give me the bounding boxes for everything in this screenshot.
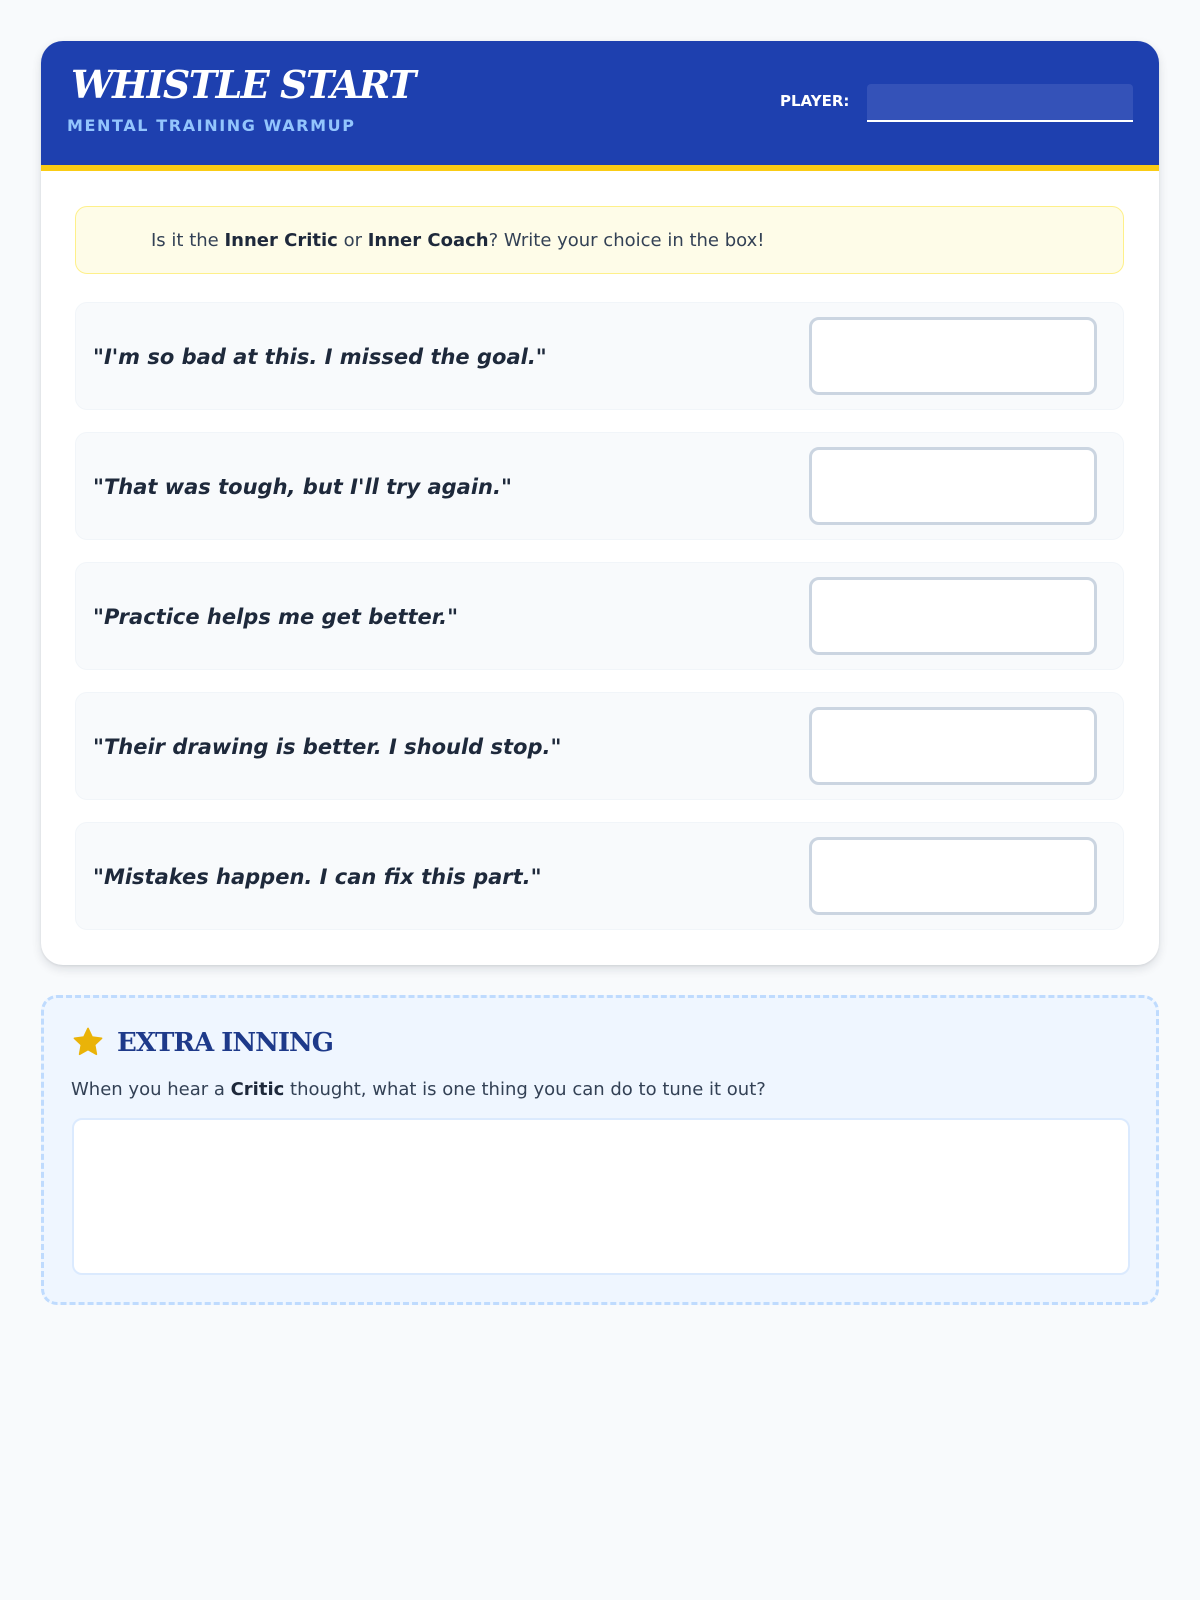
- statement-row: [75, 562, 1124, 670]
- statement-row: [75, 432, 1124, 540]
- instruction-text: [151, 230, 764, 252]
- extra-inning-answer[interactable]: [72, 1118, 1130, 1275]
- statement-text: "Their drawing is better. I should stop.": [93, 735, 562, 759]
- instruction-option-coach: Inner Coach: [367, 230, 489, 251]
- player-label: PLAYER:: [780, 92, 850, 110]
- extra-inning-panel: [41, 995, 1159, 1305]
- statement-text: "That was tough, but I'll try again.": [93, 475, 512, 499]
- extra-inning-question: [71, 1078, 766, 1102]
- instruction-suffix: ? Write your choice in the box!: [488, 230, 765, 251]
- statement-answer-box[interactable]: [809, 837, 1097, 915]
- statement-answer-box[interactable]: [809, 317, 1097, 395]
- statement-row: [75, 822, 1124, 930]
- statement-text: "Practice helps me get better.": [93, 605, 459, 629]
- question-prefix: When you hear a: [71, 1079, 231, 1100]
- instruction-prefix: Is it the: [151, 230, 225, 251]
- statement-answer-box[interactable]: [809, 707, 1097, 785]
- player-name-input[interactable]: [867, 84, 1133, 122]
- instruction-banner: [75, 206, 1124, 274]
- extra-inning-title: EXTRA INNING: [117, 1028, 333, 1058]
- worksheet-title: WHISTLE START: [71, 62, 415, 107]
- statement-text: "I'm so bad at this. I missed the goal.": [93, 345, 547, 369]
- instruction-middle: or: [337, 230, 368, 251]
- instruction-option-critic: Inner Critic: [224, 230, 338, 251]
- statement-answer-box[interactable]: [809, 577, 1097, 655]
- statement-answer-box[interactable]: [809, 447, 1097, 525]
- worksheet-card: [41, 41, 1159, 965]
- statement-row: [75, 302, 1124, 410]
- statement-row: [75, 692, 1124, 800]
- statement-text: "Mistakes happen. I can fix this part.": [93, 865, 542, 889]
- question-suffix: thought, what is one thing you can do to tune it out?: [284, 1079, 766, 1100]
- question-critic-word: Critic: [230, 1079, 285, 1100]
- worksheet-header: [41, 41, 1159, 171]
- worksheet-subtitle: MENTAL TRAINING WARMUP: [67, 116, 356, 135]
- star-icon: [72, 1026, 104, 1058]
